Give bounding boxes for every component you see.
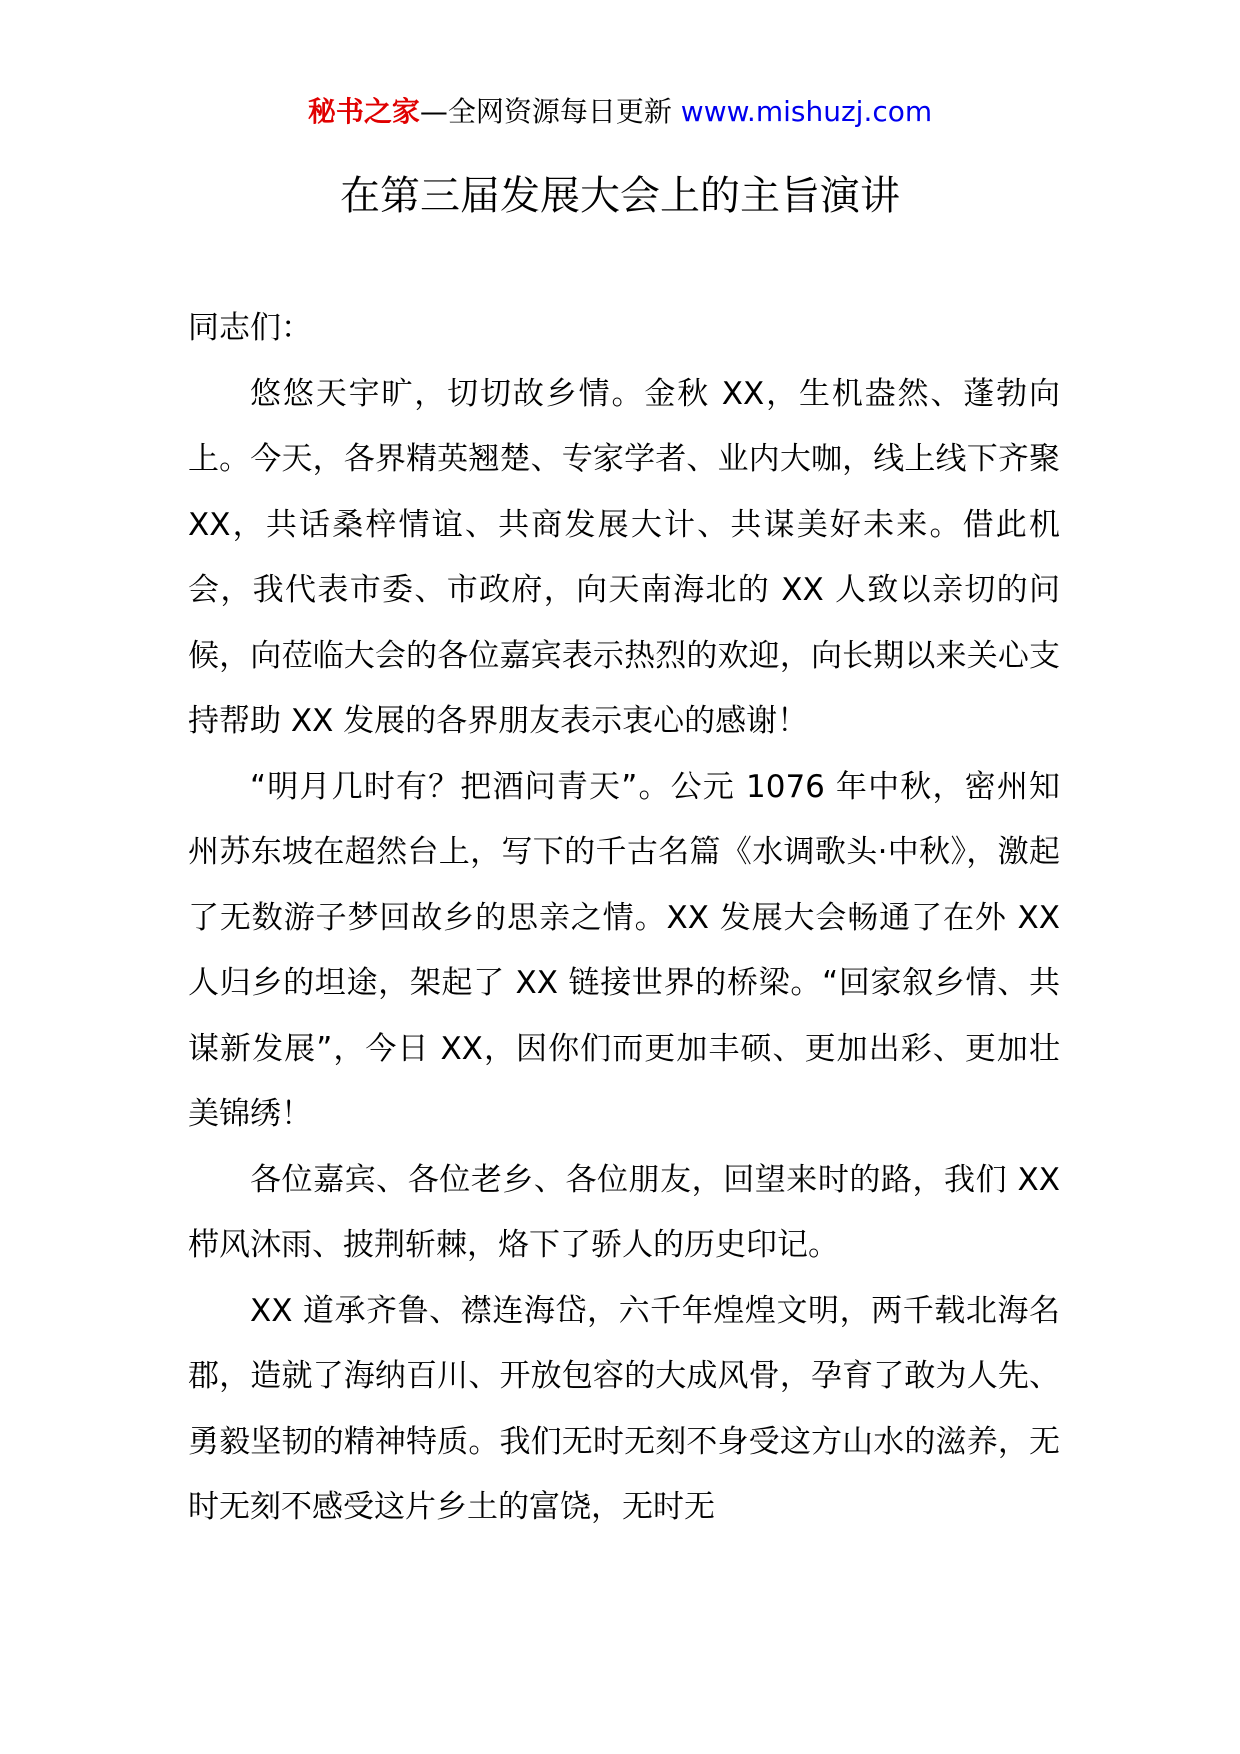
- site-header: [0, 92, 1240, 132]
- brand-name: 秘书之家: [307, 95, 420, 128]
- site-url-link[interactable]: www.mishuzj.com: [680, 95, 933, 128]
- paragraph: 悠悠天宇旷，切切故乡情。金秋 XX，生机盎然、蓬勃向上。今天，各界精英翘楚、专家学者、业内大咖，线上线下齐聚 XX，共话桑梓情谊、共商发展大计、共谋美好未来。借此机会，我代表市委、市政府，向天南海北的 XX 人致以亲切的问候，向莅临大会的各位嘉宾表示热烈的欢迎，向长期以来关心支持帮助 XX 发展的各界朋友表示衷心的感谢！: [188, 375, 1060, 739]
- paragraph: “明月几时有？把酒问青天”。公元 1076 年中秋，密州知州苏东坡在超然台上，写下的千古名篇《水调歌头·中秋》，激起了无数游子梦回故乡的思亲之情。XX 发展大会畅通了在外 XX 人归乡的坦途，架起了 XX 链接世界的桥梁。“回家叙乡情、共谋新发展”，今日 XX，因你们而更加丰硕、更加出彩、更加壮美锦绣！: [188, 768, 1060, 1132]
- greeting: 同志们：: [188, 310, 312, 346]
- document-body: [188, 296, 1060, 1541]
- document-title: 在第三届发展大会上的主旨演讲: [340, 173, 900, 219]
- paragraph: 各位嘉宾、各位老乡、各位朋友，回望来时的路，我们 XX 栉风沐雨、披荆斩棘，烙下了骄人的历史印记。: [188, 1161, 1060, 1263]
- paragraph: XX 道承齐鲁、襟连海岱，六千年煌煌文明，两千载北海名郡，造就了海纳百川、开放包容的大成风骨，孕育了敢为人先、勇毅坚韧的精神特质。我们无时无刻不身受这方山水的滋养，无时无刻不感受这片乡土的富饶，无时无: [188, 1292, 1060, 1525]
- header-tagline: —全网资源每日更新: [419, 95, 672, 128]
